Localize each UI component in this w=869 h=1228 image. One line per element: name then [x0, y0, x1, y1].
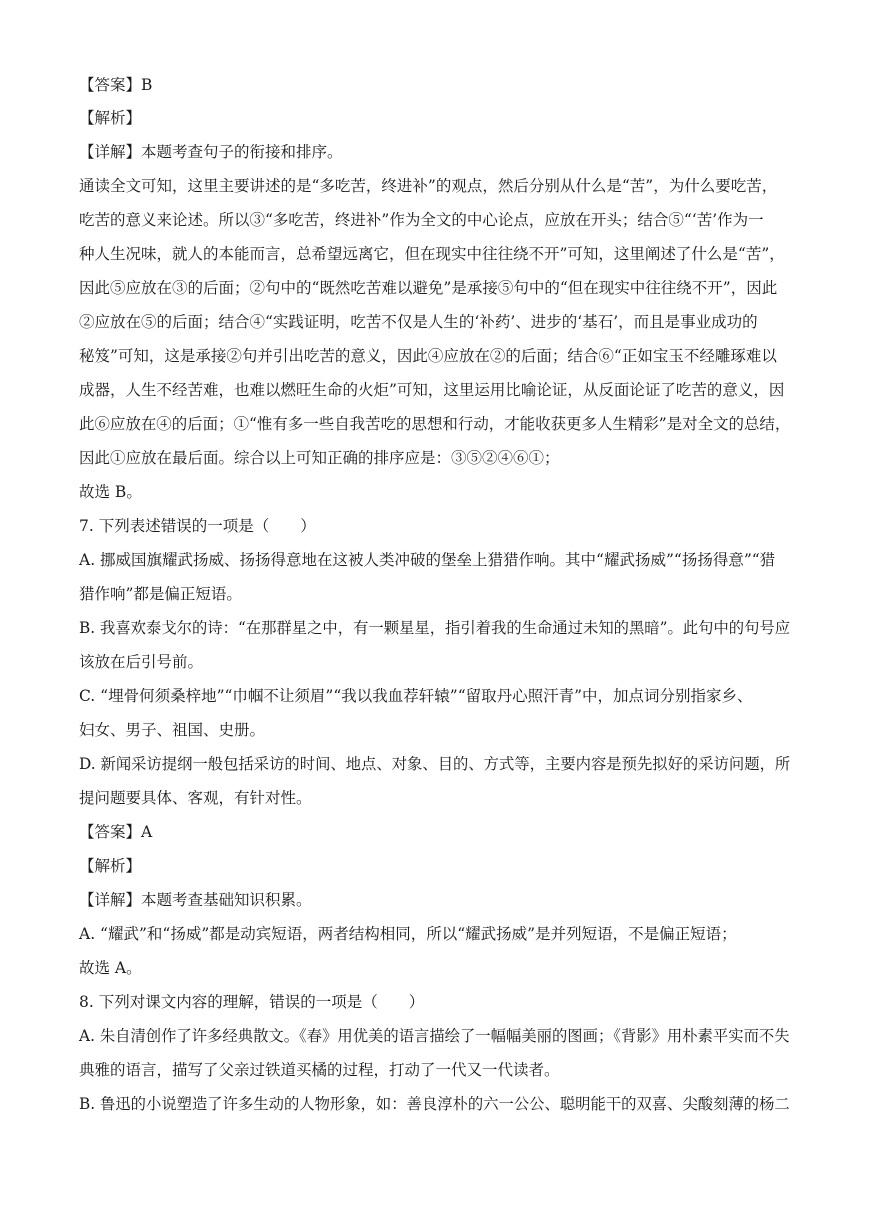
- explanation-line: 秘笈”可知，这是承接②句并引出吃苦的意义，因此④应放在②的后面；结合⑥“正如宝玉不经雕琢难以: [79, 347, 777, 365]
- explanation-line: ②应放在⑤的后面；结合④“实践证明，吃苦不仅是人生的‘补药’、进步的‘基石’，而且是事业成功的: [79, 313, 758, 331]
- detail-intro-6: 【详解】本题考查句子的衔接和排序。: [79, 143, 343, 161]
- question-7-option-b: B. 我喜欢泰戈尔的诗：“在那群星之中，有一颗星星，指引着我的生命通过未知的黑暗”。此句中的句号应: [79, 619, 791, 637]
- question-8-option-a-cont: 典雅的语言，描写了父亲过铁道买橘的过程，打动了一代又一代读者。: [79, 1061, 560, 1079]
- answer-label-6: 【答案】B: [79, 76, 153, 94]
- analysis-label-7: 【解析】: [79, 857, 142, 875]
- question-7-option-d: D. 新闻采访提纲一般包括采访的时间、地点、对象、目的、方式等，主要内容是预先拟好的采访问题，所: [79, 755, 791, 773]
- question-7-option-c-cont: 妇女、男子、祖国、史册。: [79, 721, 266, 739]
- question-7-option-d-cont: 提问题要具体、客观，有针对性。: [79, 789, 312, 807]
- analysis-label-6: 【解析】: [79, 109, 142, 127]
- question-7-stem: 7. 下列表述错误的一项是（ ）: [79, 517, 316, 535]
- explanation-line: 因此①应放在最后面。综合以上可知正确的排序应是：③⑤②④⑥①；: [79, 449, 560, 467]
- explanation-line: 此⑥应放在④的后面；①“惟有多一些自我苦吃的思想和行动，才能收获更多人生精彩”是对全文的总结，: [79, 415, 791, 433]
- conclusion-7: 故选 A。: [79, 959, 142, 977]
- explanation-line: A. “耀武”和“扬威”都是动宾短语，两者结构相同，所以“耀武扬威”是并列短语，不是偏正短语；: [79, 925, 737, 943]
- explanation-line: 通读全文可知，这里主要讲述的是“多吃苦，终进补”的观点，然后分别从什么是“苦”，为什么要吃苦，: [79, 177, 778, 195]
- question-8-stem: 8. 下列对课文内容的理解，错误的一项是（ ）: [79, 993, 425, 1011]
- question-7-option-c: C. “埋骨何须桑梓地”“巾帼不让须眉”“我以我血荐轩辕”“留取丹心照汗青”中，加点词分别指家乡、: [79, 687, 753, 705]
- question-7-option-b-cont: 该放在后引号前。: [79, 653, 204, 671]
- question-8-option-b: B. 鲁迅的小说塑造了许多生动的人物形象，如：善良淳朴的六一公公、聪明能干的双喜、尖酸刻薄的杨二: [79, 1095, 790, 1113]
- explanation-line: 因此⑤应放在③的后面；②句中的“既然吃苦难以避免”是承接⑤句中的“但在现实中往往绕不开”，因此: [79, 279, 778, 297]
- explanation-line: 吃苦的意义来论述。所以③“多吃苦，终进补”作为全文的中心论点，应放在开头；结合⑤“‘苦’作为一: [79, 211, 764, 229]
- explanation-line: 种人生况味，就人的本能而言，总希望远离它，但在现实中往往绕不开”可知，这里阐述了什么是“苦”，: [79, 245, 785, 263]
- detail-intro-7: 【详解】本题考查基础知识积累。: [79, 891, 312, 909]
- conclusion-6: 故选 B。: [79, 483, 142, 501]
- explanation-line: 成器，人生不经苦难，也难以燃旺生命的火炬”可知，这里运用比喻论证，从反面论证了吃苦的意义，因: [79, 381, 785, 399]
- question-7-option-a-cont: 猎作响”都是偏正短语。: [79, 585, 242, 603]
- question-8-option-a: A. 朱自清创作了许多经典散文。《春》用优美的语言描绘了一幅幅美丽的图画；《背影》用朴素平实而不失: [79, 1027, 790, 1045]
- question-7-option-a: A. 挪威国旗耀武扬威、扬扬得意地在这被人类冲破的堡垒上猎猎作响。其中“耀武扬威”“扬扬得意”“猎: [79, 551, 776, 569]
- answer-label-7: 【答案】A: [79, 823, 153, 841]
